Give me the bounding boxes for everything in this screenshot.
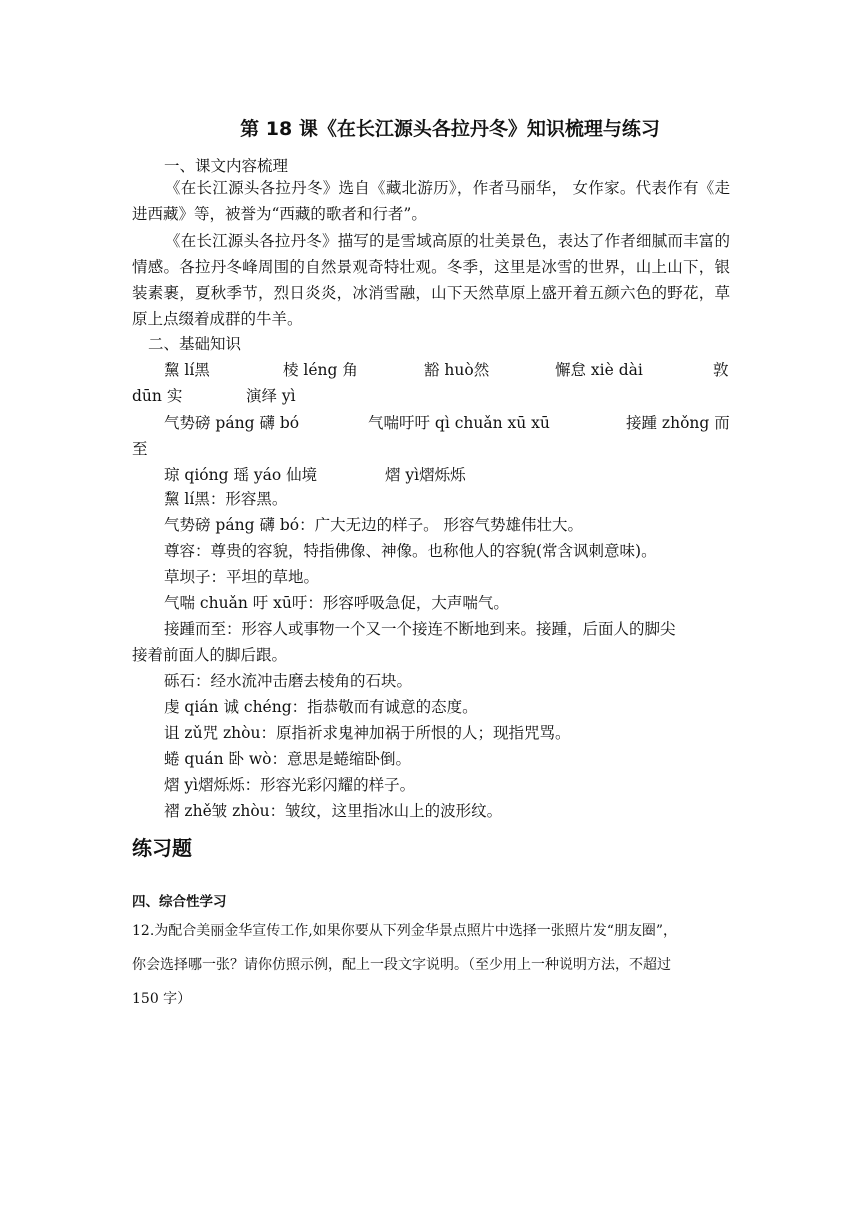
document-title: 第 18 课《在长江源头各拉丹冬》知识梳理与练习 [240,118,660,140]
vocab-word: 演绎 yì [246,387,296,405]
definition-line: 接踵而至：形容人或事物一个又一个接连不断地到来。接踵，后面人的脚尖 [164,620,676,638]
definition-line: 砾石：经水流冲击磨去棱角的石块。 [164,672,413,690]
vocab-word: 熠 yì熠烁烁 [385,466,466,484]
definition-line: 虔 qián 诚 chéng：指恭敬而有诚意的态度。 [164,698,478,716]
definition-line: 熠 yì熠烁烁：形容光彩闪耀的样子。 [164,776,416,794]
vocab-word: 敦 [713,361,729,379]
section-heading-2: 二、基础知识 [148,335,242,353]
practice-heading: 练习题 [132,836,192,860]
paragraph-summary: 《在长江源头各拉丹冬》描写的是雪域高原的壮美景色，表达了作者细腻而丰富的情感。各拉丹冬峰周围的自然景观奇特壮观。冬季，这里是冰雪的世界，山上山下，银装素裹，夏秋季节，烈日炎炎，冰消雪融，山下天然草原上盛开着五颜六色的野花，草原上点缀着成群的牛羊。 [132,232,730,328]
vocab-word: 棱 léng 角 [283,361,358,379]
vocab-word: 至 [132,440,148,458]
vocab-word: 接踵 zhǒng 而 [626,414,730,432]
definition-line: 气势磅 páng 礴 bó：广大无边的样子。 形容气势雄伟壮大。 [164,516,584,534]
vocab-word: 黧 lí黑 [164,361,210,379]
definition-line: 诅 zǔ咒 zhòu：原指祈求鬼神加祸于所恨的人；现指咒骂。 [164,724,571,742]
vocab-word: 豁 huò然 [424,361,490,379]
paragraph-intro: 《在长江源头各拉丹冬》选自《藏北游历》，作者马丽华， 女作家。代表作有《走进西藏》等，被誉为“西藏的歌者和行者”。 [132,179,730,223]
definition-line: 黧 lí黑：形容黑。 [164,490,288,508]
definition-line: 接着前面人的脚后跟。 [132,646,288,664]
definition-line: 尊容：尊贵的容貌，特指佛像、神像。也称他人的容貌(常含讽刺意味)。 [164,542,657,560]
definition-line: 蜷 quán 卧 wò：意思是蜷缩卧倒。 [164,750,412,768]
question-12-line: 12.为配合美丽金华宣传工作,如果你要从下列金华景点照片中选择一张照片发“朋友圈”， [132,923,678,939]
question-12-line: 你会选择哪一张？请你仿照示例，配上一段文字说明。（至少用上一种说明方法，不超过 [132,957,671,973]
vocab-word: dūn 实 [132,387,183,405]
vocab-word: 气势磅 páng 礴 bó [164,414,300,432]
definition-line: 草坝子：平坦的草地。 [164,568,320,586]
definition-line: 褶 zhě皱 zhòu：皱纹，这里指冰山上的波形纹。 [164,802,503,820]
question-12-line: 150 字） [132,991,192,1007]
practice-subheading: 四、综合性学习 [132,894,227,910]
section-heading-1: 一、课文内容梳理 [164,157,289,175]
definition-line: 气喘 chuǎn 吁 xū吁：形容呼吸急促，大声喘气。 [164,594,509,612]
vocab-word: 气喘吁吁 qì chuǎn xū xū [368,414,550,432]
vocab-word: 琼 qióng 瑶 yáo 仙境 [164,466,318,484]
vocab-word: 懈怠 xiè dài [555,361,643,379]
